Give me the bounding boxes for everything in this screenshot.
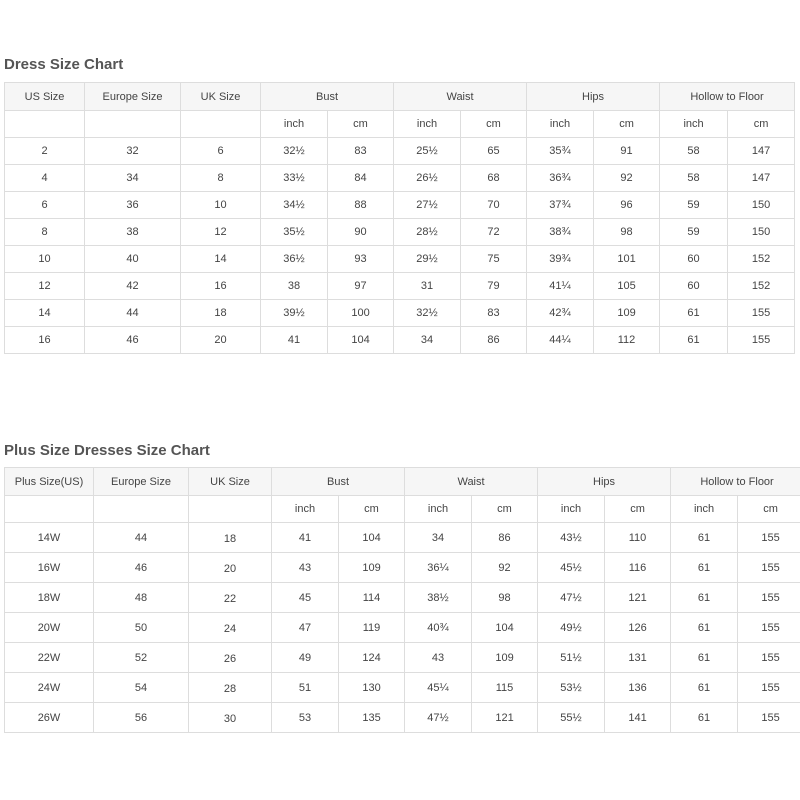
table-cell: 131 xyxy=(605,643,671,673)
header-cell: Bust xyxy=(261,83,394,111)
table-cell: 59 xyxy=(660,219,728,246)
table-cell: 47 xyxy=(272,613,339,643)
table-cell: 36¼ xyxy=(405,553,472,583)
table-cell: 83 xyxy=(461,300,527,327)
table-cell: 116 xyxy=(605,553,671,583)
table-cell: 121 xyxy=(472,703,538,733)
unit-cell: cm xyxy=(472,496,538,523)
table-cell: 34½ xyxy=(261,192,328,219)
table-cell: 39¾ xyxy=(527,246,594,273)
table-cell: 6 xyxy=(5,192,85,219)
table-cell: 36½ xyxy=(261,246,328,273)
table-cell: 61 xyxy=(660,300,728,327)
table-cell: 61 xyxy=(671,613,738,643)
unit-cell: cm xyxy=(738,496,800,523)
table-cell: 124 xyxy=(339,643,405,673)
header-cell: Europe Size xyxy=(85,83,181,111)
table-cell: 30 xyxy=(189,703,272,733)
table-cell: 32 xyxy=(85,138,181,165)
table-cell: 61 xyxy=(660,327,728,354)
table-cell: 100 xyxy=(328,300,394,327)
table-cell: 135 xyxy=(339,703,405,733)
table-cell: 58 xyxy=(660,165,728,192)
table-cell: 84 xyxy=(328,165,394,192)
table-cell: 155 xyxy=(738,583,800,613)
table-cell: 28½ xyxy=(394,219,461,246)
table-cell: 152 xyxy=(728,246,795,273)
empty-cell xyxy=(94,496,189,523)
table-cell: 155 xyxy=(738,523,800,553)
table-cell: 22 xyxy=(189,583,272,613)
table-cell: 16 xyxy=(5,327,85,354)
header-cell: UK Size xyxy=(181,83,261,111)
table-cell: 72 xyxy=(461,219,527,246)
table-cell: 8 xyxy=(181,165,261,192)
unit-cell: inch xyxy=(272,496,339,523)
table-cell: 147 xyxy=(728,165,795,192)
table-cell: 150 xyxy=(728,192,795,219)
table-cell: 79 xyxy=(461,273,527,300)
empty-cell xyxy=(85,111,181,138)
table-cell: 43 xyxy=(405,643,472,673)
table-cell: 115 xyxy=(472,673,538,703)
table-cell: 44 xyxy=(85,300,181,327)
table-cell: 14W xyxy=(5,523,94,553)
table-cell: 58 xyxy=(660,138,728,165)
table-row xyxy=(5,553,800,583)
dress-size-table xyxy=(4,82,795,354)
table-cell: 10 xyxy=(181,192,261,219)
unit-cell: inch xyxy=(261,111,328,138)
table-cell: 61 xyxy=(671,643,738,673)
table-cell: 109 xyxy=(339,553,405,583)
table-cell: 110 xyxy=(605,523,671,553)
table-row xyxy=(5,703,800,733)
table-cell: 49 xyxy=(272,643,339,673)
table-cell: 22W xyxy=(5,643,94,673)
table-cell: 92 xyxy=(594,165,660,192)
table-cell: 130 xyxy=(339,673,405,703)
table-cell: 53 xyxy=(272,703,339,733)
table-cell: 42 xyxy=(85,273,181,300)
unit-cell: cm xyxy=(594,111,660,138)
table-cell: 42¾ xyxy=(527,300,594,327)
table-row xyxy=(5,273,795,300)
table-cell: 96 xyxy=(594,192,660,219)
table-cell: 51½ xyxy=(538,643,605,673)
table-cell: 61 xyxy=(671,523,738,553)
table-cell: 45 xyxy=(272,583,339,613)
table-cell: 8 xyxy=(5,219,85,246)
table-cell: 20W xyxy=(5,613,94,643)
table-cell: 98 xyxy=(594,219,660,246)
table-cell: 32½ xyxy=(261,138,328,165)
table-cell: 26 xyxy=(189,643,272,673)
table-cell: 112 xyxy=(594,327,660,354)
table-cell: 150 xyxy=(728,219,795,246)
table-cell: 101 xyxy=(594,246,660,273)
table-cell: 14 xyxy=(181,246,261,273)
table-cell: 32½ xyxy=(394,300,461,327)
unit-cell: inch xyxy=(394,111,461,138)
unit-cell: inch xyxy=(405,496,472,523)
table-cell: 70 xyxy=(461,192,527,219)
table-cell: 46 xyxy=(85,327,181,354)
table-cell: 44 xyxy=(94,523,189,553)
table-cell: 24W xyxy=(5,673,94,703)
header-cell: Hips xyxy=(538,468,671,496)
table-cell: 92 xyxy=(472,553,538,583)
table-cell: 29½ xyxy=(394,246,461,273)
table-cell: 104 xyxy=(472,613,538,643)
table-cell: 16 xyxy=(181,273,261,300)
table-row xyxy=(5,192,795,219)
table-cell: 12 xyxy=(181,219,261,246)
table-cell: 91 xyxy=(594,138,660,165)
table-cell: 37¾ xyxy=(527,192,594,219)
table-cell: 25½ xyxy=(394,138,461,165)
table-cell: 28 xyxy=(189,673,272,703)
table-cell: 46 xyxy=(94,553,189,583)
table-cell: 34 xyxy=(405,523,472,553)
table-cell: 40¾ xyxy=(405,613,472,643)
table-cell: 60 xyxy=(660,246,728,273)
table-cell: 155 xyxy=(728,327,795,354)
table-row xyxy=(5,165,795,192)
table-cell: 45½ xyxy=(538,553,605,583)
table-cell: 20 xyxy=(189,553,272,583)
table-cell: 41 xyxy=(261,327,328,354)
table-cell: 54 xyxy=(94,673,189,703)
table-cell: 65 xyxy=(461,138,527,165)
table-cell: 152 xyxy=(728,273,795,300)
table-cell: 98 xyxy=(472,583,538,613)
table-row xyxy=(5,583,800,613)
table-cell: 61 xyxy=(671,583,738,613)
table-cell: 34 xyxy=(85,165,181,192)
table-cell: 155 xyxy=(738,613,800,643)
table-cell: 35¾ xyxy=(527,138,594,165)
table-row xyxy=(5,246,795,273)
table-cell: 83 xyxy=(328,138,394,165)
table-cell: 136 xyxy=(605,673,671,703)
table-cell: 104 xyxy=(339,523,405,553)
table-cell: 155 xyxy=(738,553,800,583)
table-cell: 41¼ xyxy=(527,273,594,300)
table-cell: 34 xyxy=(394,327,461,354)
unit-cell: cm xyxy=(328,111,394,138)
table-cell: 109 xyxy=(594,300,660,327)
table-cell: 109 xyxy=(472,643,538,673)
table-cell: 38 xyxy=(261,273,328,300)
unit-row xyxy=(5,111,795,138)
table-cell: 56 xyxy=(94,703,189,733)
table-cell: 10 xyxy=(5,246,85,273)
table-cell: 44¼ xyxy=(527,327,594,354)
unit-cell: cm xyxy=(605,496,671,523)
table-cell: 121 xyxy=(605,583,671,613)
table-cell: 41 xyxy=(272,523,339,553)
header-cell: Waist xyxy=(394,83,527,111)
table-cell: 38½ xyxy=(405,583,472,613)
table-cell: 18W xyxy=(5,583,94,613)
plus-size-chart-title: Plus Size Dresses Size Chart xyxy=(4,442,210,459)
table-cell: 47½ xyxy=(538,583,605,613)
table-row xyxy=(5,643,800,673)
unit-cell: inch xyxy=(671,496,738,523)
table-cell: 45¼ xyxy=(405,673,472,703)
table-cell: 51 xyxy=(272,673,339,703)
unit-cell: inch xyxy=(660,111,728,138)
table-cell: 53½ xyxy=(538,673,605,703)
table-cell: 2 xyxy=(5,138,85,165)
table-cell: 38 xyxy=(85,219,181,246)
table-cell: 155 xyxy=(738,643,800,673)
unit-cell: cm xyxy=(339,496,405,523)
table-row xyxy=(5,613,800,643)
table-cell: 26W xyxy=(5,703,94,733)
plus-size-table xyxy=(4,467,800,733)
unit-cell: inch xyxy=(527,111,594,138)
table-row xyxy=(5,523,800,553)
table-row xyxy=(5,138,795,165)
header-cell: Hollow to Floor xyxy=(671,468,800,496)
unit-cell: cm xyxy=(461,111,527,138)
table-cell: 33½ xyxy=(261,165,328,192)
table-cell: 97 xyxy=(328,273,394,300)
table-cell: 55½ xyxy=(538,703,605,733)
unit-cell: cm xyxy=(728,111,795,138)
table-cell: 49½ xyxy=(538,613,605,643)
table-cell: 36 xyxy=(85,192,181,219)
table-cell: 126 xyxy=(605,613,671,643)
table-cell: 68 xyxy=(461,165,527,192)
header-cell: UK Size xyxy=(189,468,272,496)
table-cell: 61 xyxy=(671,553,738,583)
table-cell: 18 xyxy=(189,523,272,553)
table-cell: 147 xyxy=(728,138,795,165)
table-cell: 4 xyxy=(5,165,85,192)
unit-cell: inch xyxy=(538,496,605,523)
table-cell: 43 xyxy=(272,553,339,583)
table-cell: 31 xyxy=(394,273,461,300)
empty-cell xyxy=(189,496,272,523)
table-header-row xyxy=(5,468,800,496)
table-cell: 155 xyxy=(728,300,795,327)
table-cell: 12 xyxy=(5,273,85,300)
table-cell: 24 xyxy=(189,613,272,643)
table-cell: 88 xyxy=(328,192,394,219)
table-cell: 119 xyxy=(339,613,405,643)
table-cell: 47½ xyxy=(405,703,472,733)
table-cell: 155 xyxy=(738,703,800,733)
table-cell: 14 xyxy=(5,300,85,327)
table-cell: 39½ xyxy=(261,300,328,327)
header-cell: Bust xyxy=(272,468,405,496)
table-cell: 75 xyxy=(461,246,527,273)
header-cell: US Size xyxy=(5,83,85,111)
table-cell: 59 xyxy=(660,192,728,219)
unit-row xyxy=(5,496,800,523)
table-cell: 43½ xyxy=(538,523,605,553)
table-header-row xyxy=(5,83,795,111)
table-cell: 52 xyxy=(94,643,189,673)
table-cell: 40 xyxy=(85,246,181,273)
table-cell: 86 xyxy=(472,523,538,553)
table-cell: 6 xyxy=(181,138,261,165)
table-cell: 114 xyxy=(339,583,405,613)
table-cell: 16W xyxy=(5,553,94,583)
table-cell: 50 xyxy=(94,613,189,643)
table-cell: 27½ xyxy=(394,192,461,219)
table-cell: 155 xyxy=(738,673,800,703)
empty-cell xyxy=(181,111,261,138)
empty-cell xyxy=(5,111,85,138)
header-cell: Hollow to Floor xyxy=(660,83,795,111)
table-cell: 48 xyxy=(94,583,189,613)
table-cell: 20 xyxy=(181,327,261,354)
table-cell: 90 xyxy=(328,219,394,246)
dress-size-chart-title: Dress Size Chart xyxy=(4,56,124,73)
empty-cell xyxy=(5,496,94,523)
table-cell: 104 xyxy=(328,327,394,354)
header-cell: Plus Size(US) xyxy=(5,468,94,496)
table-cell: 26½ xyxy=(394,165,461,192)
table-cell: 93 xyxy=(328,246,394,273)
table-cell: 61 xyxy=(671,703,738,733)
header-cell: Hips xyxy=(527,83,660,111)
table-cell: 86 xyxy=(461,327,527,354)
table-cell: 105 xyxy=(594,273,660,300)
table-cell: 35½ xyxy=(261,219,328,246)
table-row xyxy=(5,300,795,327)
header-cell: Waist xyxy=(405,468,538,496)
table-cell: 60 xyxy=(660,273,728,300)
table-cell: 18 xyxy=(181,300,261,327)
table-cell: 36¾ xyxy=(527,165,594,192)
table-row xyxy=(5,327,795,354)
header-cell: Europe Size xyxy=(94,468,189,496)
table-row xyxy=(5,673,800,703)
table-cell: 38¾ xyxy=(527,219,594,246)
table-row xyxy=(5,219,795,246)
table-cell: 61 xyxy=(671,673,738,703)
table-cell: 141 xyxy=(605,703,671,733)
